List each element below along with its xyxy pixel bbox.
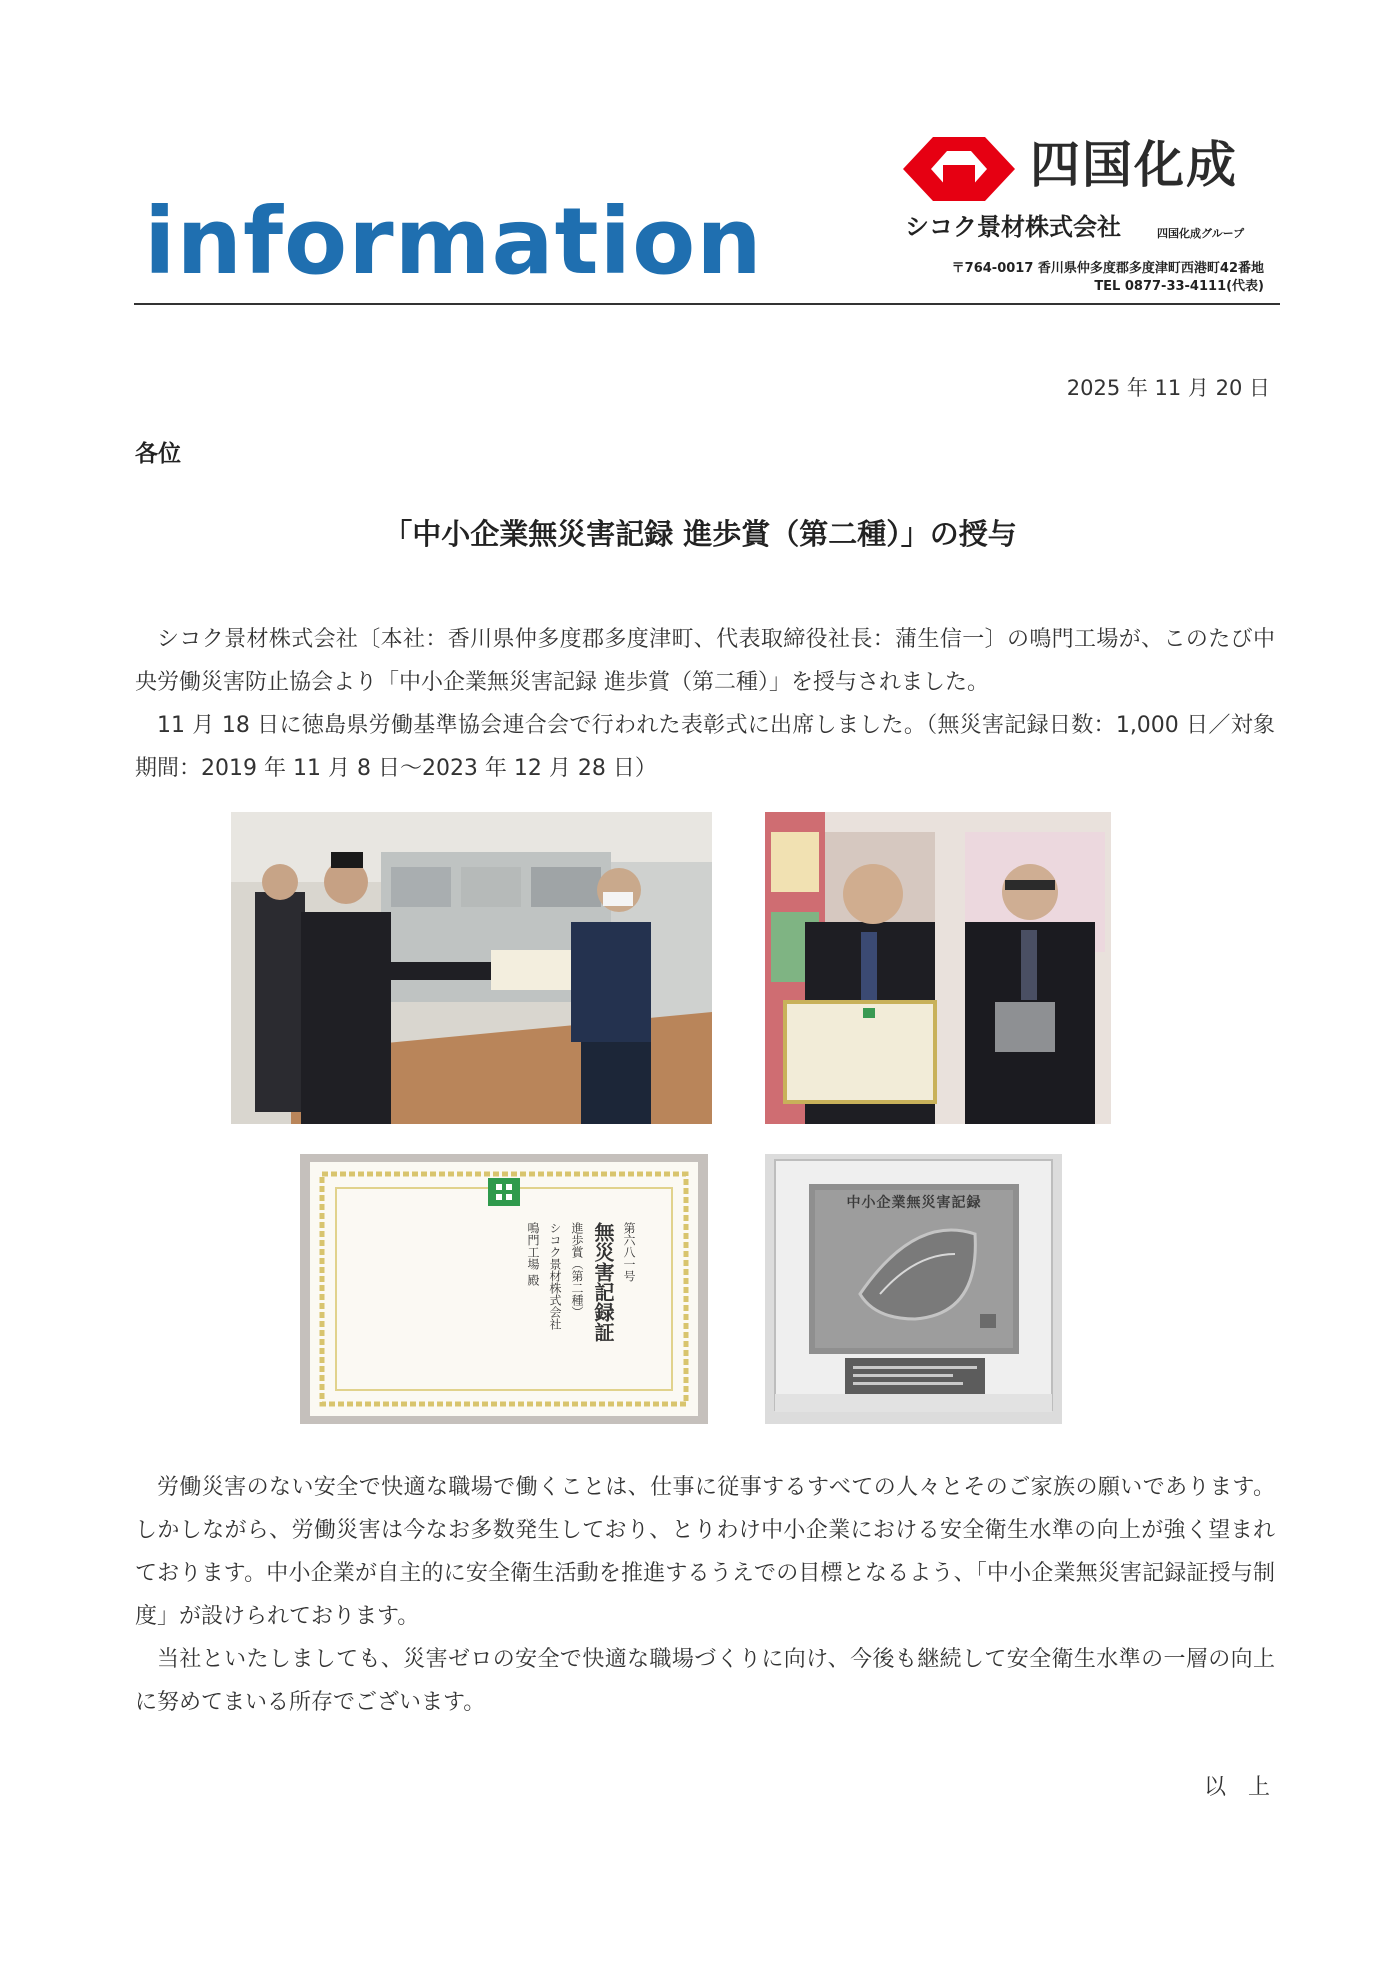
- shikoku-logo-icon: [903, 137, 1015, 201]
- certificate-photo: [300, 1154, 708, 1424]
- salutation: 各位: [135, 441, 181, 467]
- certificate-text: [370, 1222, 640, 1402]
- header-divider: [134, 303, 1280, 305]
- ceremony-photo: [231, 812, 712, 1124]
- body-section: [135, 1466, 1275, 1724]
- intro-paragraph-1: シコク景材株式会社〔本社：香川県仲多度郡多度津町、代表取締役社長：蒲生信一〕の鳴門工場が、このたび中央労働災害防止協会より「中小企業無災害記録 進歩賞（第二種）」を授与されました。: [135, 627, 1275, 695]
- body-paragraph-1: 労働災害のない安全で快適な職場で働くことは、仕事に従事するすべての人々とそのご家族の願いであります。しかしながら、労働災害は今なお多数発生しており、とりわけ中小企業における安全衛生水準の向上が強く望まれております。中小企業が自主的に安全衛生活動を推進するうえでの目標となるよう、「中小企業無災害記録証授与制度」が設けられております。: [135, 1475, 1275, 1629]
- certificate-recipient: シコク景材株式会社: [548, 1222, 562, 1330]
- information-heading: information: [144, 188, 763, 295]
- company-address: [952, 260, 1264, 296]
- tel-line: TEL 0877-33-4111(代表): [1094, 279, 1264, 294]
- intro-paragraph-2: 11 月 18 日に徳島県労働基準協会連合会で行われた表彰式に出席しました。（無災害記録日数：1,000 日／対象期間：2019 年 11 月 8 日～2023 年 12 月 28 日）: [135, 713, 1275, 781]
- issue-date: 2025 年 11 月 20 日: [1066, 376, 1270, 400]
- page-title: 「中小企業無災害記録 進歩賞（第二種）」の授与: [383, 517, 1017, 551]
- logo-wordmark: 四国化成: [1030, 136, 1238, 194]
- trophy-plate-text: 中小企業無災害記録: [846, 1195, 982, 1211]
- certificate-number: 第六八一号: [622, 1222, 636, 1282]
- body-paragraph-2: 当社といたしましても、災害ゼロの安全で快適な職場づくりに向け、今後も継続して安全衛生水準の一層の向上に努めてまいる所存でございます。: [135, 1647, 1275, 1715]
- address-line: 〒764-0017 香川県仲多度郡多度津町西港町42番地: [951, 261, 1264, 276]
- trophy-photo: [765, 1154, 1062, 1424]
- company-name: シコク景材株式会社: [905, 213, 1121, 241]
- closing-mark: 以 上: [1203, 1775, 1270, 1800]
- intro-section: [135, 618, 1275, 790]
- recipients-photo: [765, 812, 1111, 1124]
- certificate-award: 進歩賞（第二種）: [570, 1222, 584, 1318]
- certificate-title: 無災害記録証: [591, 1222, 615, 1342]
- group-label: 四国化成グループ: [1157, 227, 1245, 240]
- certificate-site: 鳴門工場 殿: [526, 1222, 540, 1286]
